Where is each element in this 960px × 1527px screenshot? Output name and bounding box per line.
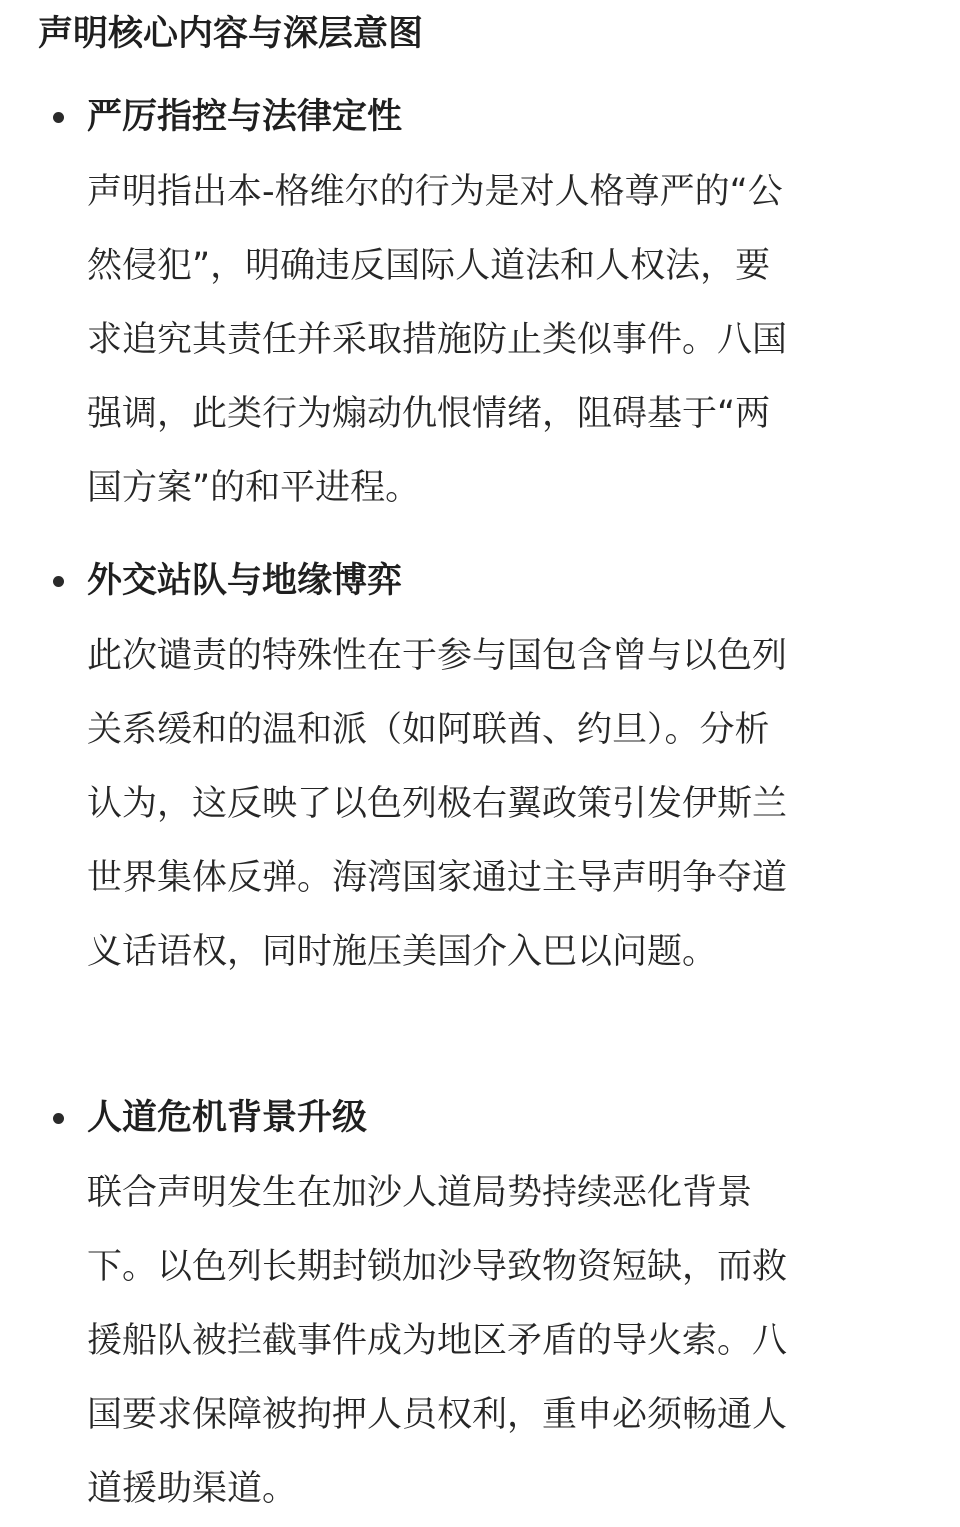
page-title: 声明核心内容与深层意图 (38, 14, 424, 54)
section-body (87, 1156, 917, 1526)
body-line: 下。以色列长期封锁加沙导致物资短缺，而救 (87, 1247, 788, 1287)
body-line: 国方案”的和平进程。 (87, 468, 421, 508)
section-body (87, 155, 917, 525)
body-line: 联合声明发生在加沙人道局势持续恶化背景 (87, 1173, 753, 1213)
body-line: 义话语权，同时施压美国介入巴以问题。 (87, 932, 718, 972)
section-heading: 人道危机背景升级 (87, 1098, 368, 1138)
body-line: 认为，这反映了以色列极右翼政策引发伊斯兰 (87, 784, 788, 824)
bullet-icon (53, 576, 64, 587)
body-line: 关系缓和的温和派（如阿联酋、约旦）。分析 (87, 710, 770, 750)
body-line: 然侵犯”，明确违反国际人道法和人权法，要 (87, 246, 771, 286)
body-line: 道援助渠道。 (87, 1469, 298, 1509)
body-line: 强调，此类行为煽动仇恨情绪，阻碍基于“两 (87, 394, 771, 434)
body-line: 此次谴责的特殊性在于参与国包含曾与以色列 (87, 636, 788, 676)
body-line: 求追究其责任并采取措施防止类似事件。八国 (87, 320, 788, 360)
bullet-icon (53, 1113, 64, 1124)
section-heading: 严厉指控与法律定性 (87, 97, 403, 137)
body-line: 世界集体反弹。海湾国家通过主导声明争夺道 (87, 858, 788, 898)
body-line: 声明指出本-格维尔的行为是对人格尊严的“公 (87, 172, 783, 212)
body-line: 国要求保障被拘押人员权利，重申必须畅通人 (87, 1395, 788, 1435)
section-body (87, 619, 917, 989)
bullet-icon (53, 112, 64, 123)
body-line: 援船队被拦截事件成为地区矛盾的导火索。八 (87, 1321, 788, 1361)
section-heading: 外交站队与地缘博弈 (87, 561, 403, 601)
